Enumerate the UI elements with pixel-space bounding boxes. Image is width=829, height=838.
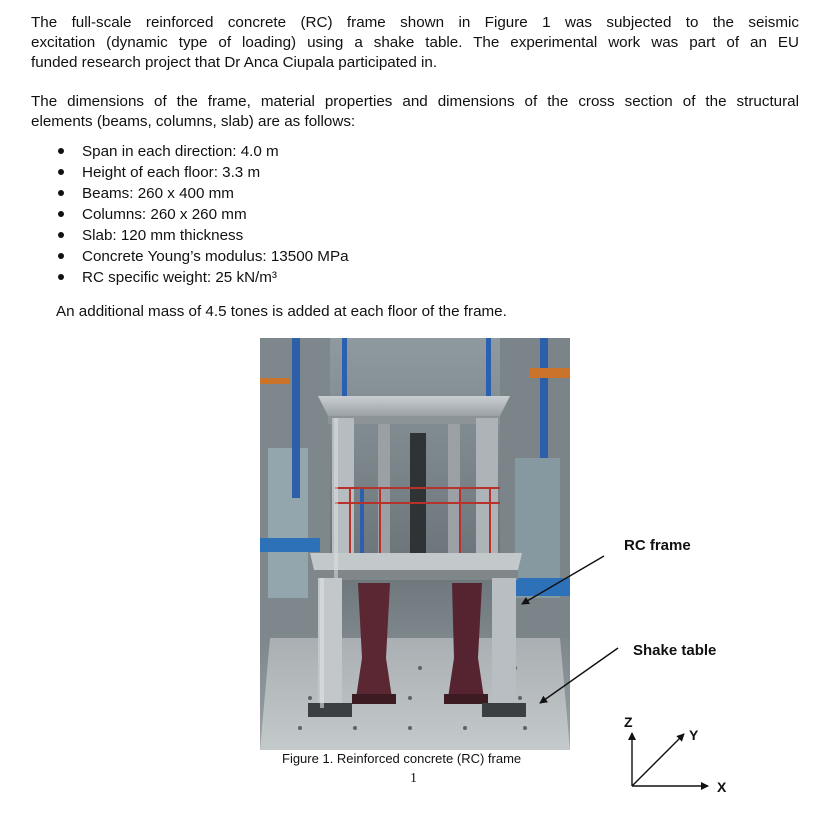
bullet-icon [58, 232, 64, 238]
shake-table-callout-label: Shake table [633, 642, 717, 659]
list-item-text: Slab: 120 mm thickness [82, 227, 244, 244]
list-item-text: RC specific weight: 25 kN/m³ [82, 269, 277, 286]
figure-caption: Figure 1. Reinforced concrete (RC) frame [282, 751, 522, 766]
bullet-icon [58, 253, 64, 259]
bullet-icon [58, 274, 64, 280]
rc-frame-callout-label: RC frame [624, 537, 691, 554]
list-item [56, 183, 349, 204]
list-item-text: Span in each direction: 4.0 m [82, 143, 279, 160]
list-item [56, 204, 349, 225]
rc-frame-photo-illustration [260, 338, 570, 750]
list-item-text: Beams: 260 x 400 mm [82, 185, 234, 202]
intro-line-3: funded research project that Dr Anca Ciupala participated in. [31, 54, 438, 71]
bullet-icon [58, 169, 64, 175]
list-item [56, 267, 349, 288]
page-number: 1 [410, 771, 417, 786]
dimensions-line-2: elements (beams, columns, slab) are as follows: [31, 113, 356, 130]
list-item-text: Height of each floor: 3.3 m [82, 164, 261, 181]
dimensions-paragraph [31, 92, 799, 132]
bullet-icon [58, 148, 64, 154]
list-item [56, 141, 349, 162]
list-item-text: Concrete Young’s modulus: 13500 MPa [82, 248, 349, 265]
additional-mass-note: An additional mass of 4.5 tones is added at each floor of the frame. [56, 303, 507, 320]
list-item-text: Columns: 260 x 260 mm [82, 206, 247, 223]
list-item [56, 162, 349, 183]
properties-list [56, 141, 349, 288]
list-item [56, 246, 349, 267]
bullet-icon [58, 211, 64, 217]
axis-x-label: X [717, 779, 727, 795]
axis-z-label: Z [624, 714, 633, 730]
intro-line-1: The full-scale reinforced concrete (RC) frame shown in Figure 1 was subjected to the seismic [31, 14, 799, 31]
bullet-icon [58, 190, 64, 196]
intro-line-2: excitation (dynamic type of loading) using a shake table. The experimental work was part of an EU [31, 34, 799, 51]
rc-frame-photo [260, 338, 570, 750]
dimensions-line-1: The dimensions of the frame, material properties and dimensions of the cross section of the structural [31, 93, 799, 110]
axis-y-label: Y [689, 727, 699, 743]
list-item [56, 225, 349, 246]
intro-paragraph [31, 13, 799, 73]
